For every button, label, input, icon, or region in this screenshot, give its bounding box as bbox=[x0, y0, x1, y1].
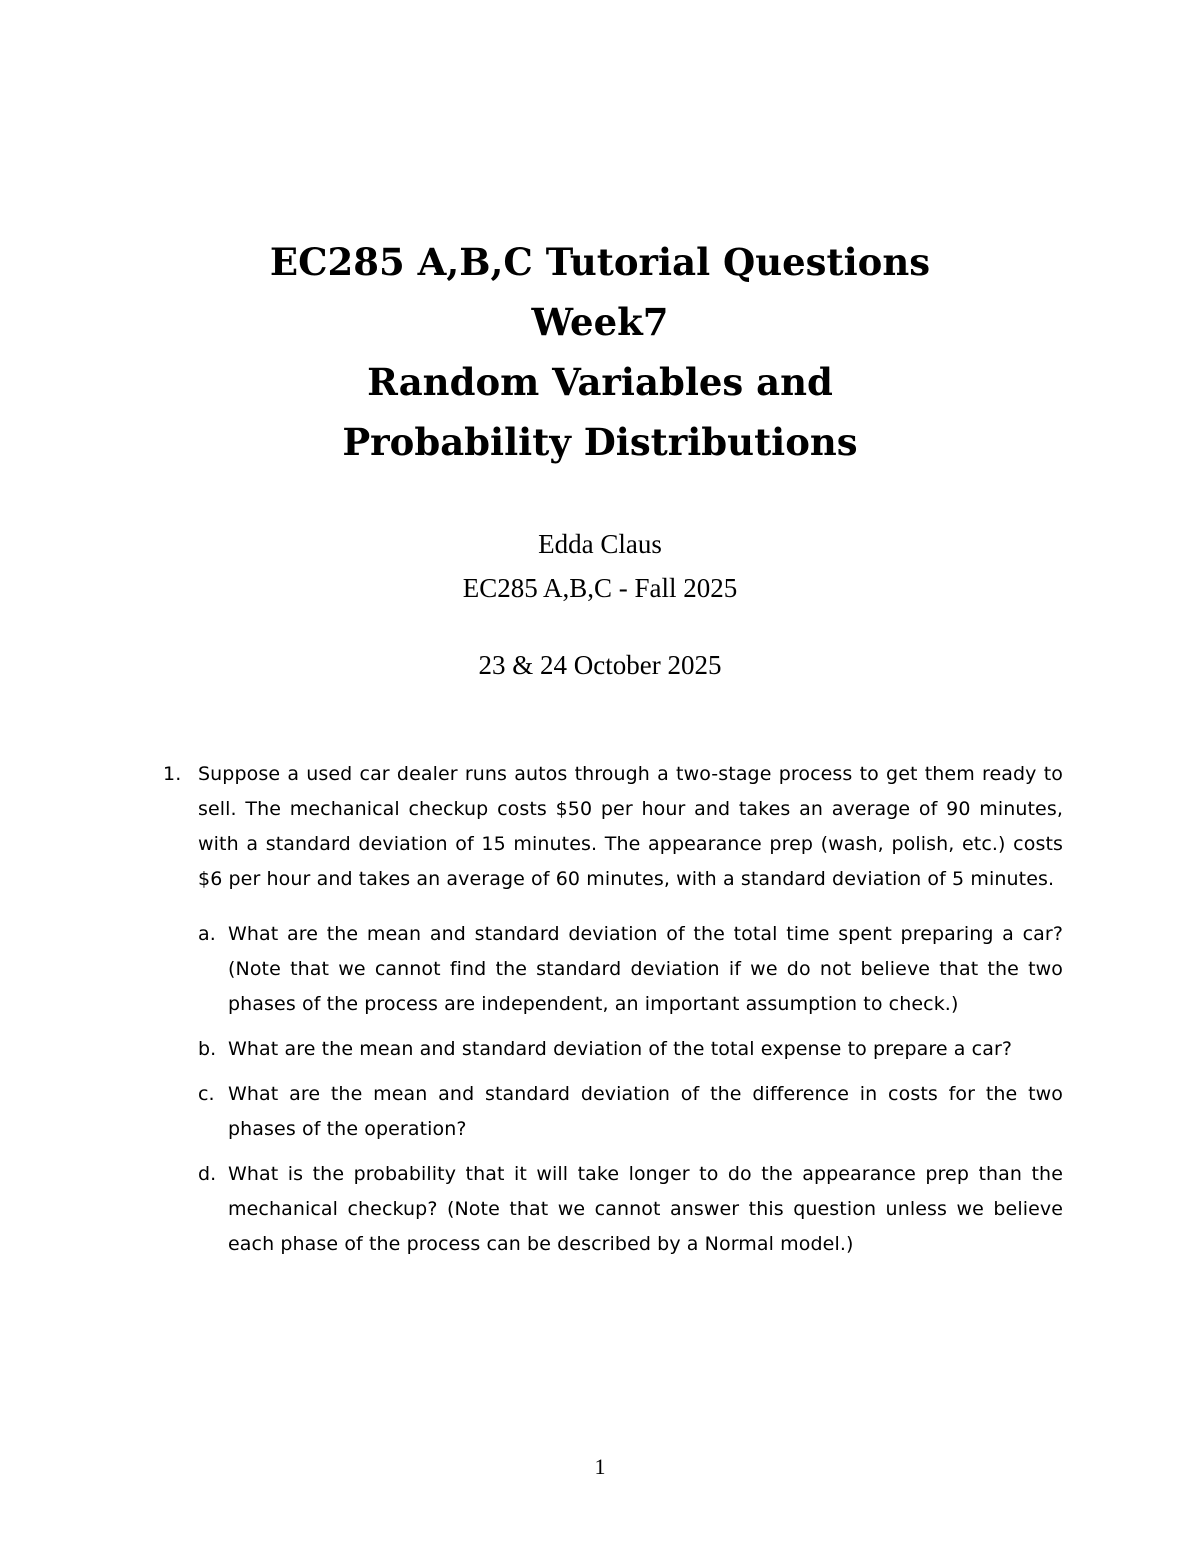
course-term: EC285 A,B,C - Fall 2025 bbox=[462, 573, 738, 603]
title-line-week: Week7 bbox=[531, 300, 669, 344]
title-line-topic-2: Probability Distributions bbox=[342, 420, 858, 464]
page-number: 1 bbox=[594, 1454, 606, 1479]
part-text: What are the mean and standard deviation of the total time spent preparing a car? (Note that we cannot find the standard deviation if we do not believe that the two phases of the process are independent, an important assumption to check.) bbox=[228, 923, 1063, 1015]
part-text: What are the mean and standard deviation of the total expense to prepare a car? bbox=[228, 1038, 1013, 1060]
title-line-course: EC285 A,B,C Tutorial Questions bbox=[269, 240, 931, 284]
question-part-b bbox=[198, 1032, 1063, 1067]
question-part-a bbox=[198, 917, 1063, 1022]
title-line-topic-1: Random Variables and bbox=[367, 360, 833, 404]
part-label: a. bbox=[198, 923, 216, 945]
author-name: Edda Claus bbox=[538, 529, 662, 559]
author-block bbox=[0, 522, 1200, 610]
document-title bbox=[0, 232, 1200, 472]
question-text: Suppose a used car dealer runs autos through a two-stage process to get them ready to sell. The mechanical checkup costs $50 per hour and takes an average of 90 minutes, with a standard deviation of 15 minutes. The appearance prep (wash, polish, etc.) costs $6 per hour and takes an average of 60 minutes, with a standard deviation of 5 minutes. bbox=[198, 763, 1063, 890]
question-parts bbox=[198, 917, 1063, 1262]
question-part-d bbox=[198, 1157, 1063, 1262]
question-1 bbox=[163, 757, 1063, 1272]
question-part-c bbox=[198, 1077, 1063, 1147]
part-label: c. bbox=[198, 1083, 215, 1105]
part-label: b. bbox=[198, 1038, 217, 1060]
question-number: 1. bbox=[163, 763, 182, 785]
part-label: d. bbox=[198, 1163, 217, 1185]
part-text: What are the mean and standard deviation of the difference in costs for the two phases of the operation? bbox=[228, 1083, 1063, 1140]
part-text: What is the probability that it will take longer to do the appearance prep than the mechanical checkup? (Note that we cannot answer this question unless we believe each phase of the process can be described by a Normal model.) bbox=[228, 1163, 1063, 1255]
document-date: 23 & 24 October 2025 bbox=[478, 650, 722, 680]
